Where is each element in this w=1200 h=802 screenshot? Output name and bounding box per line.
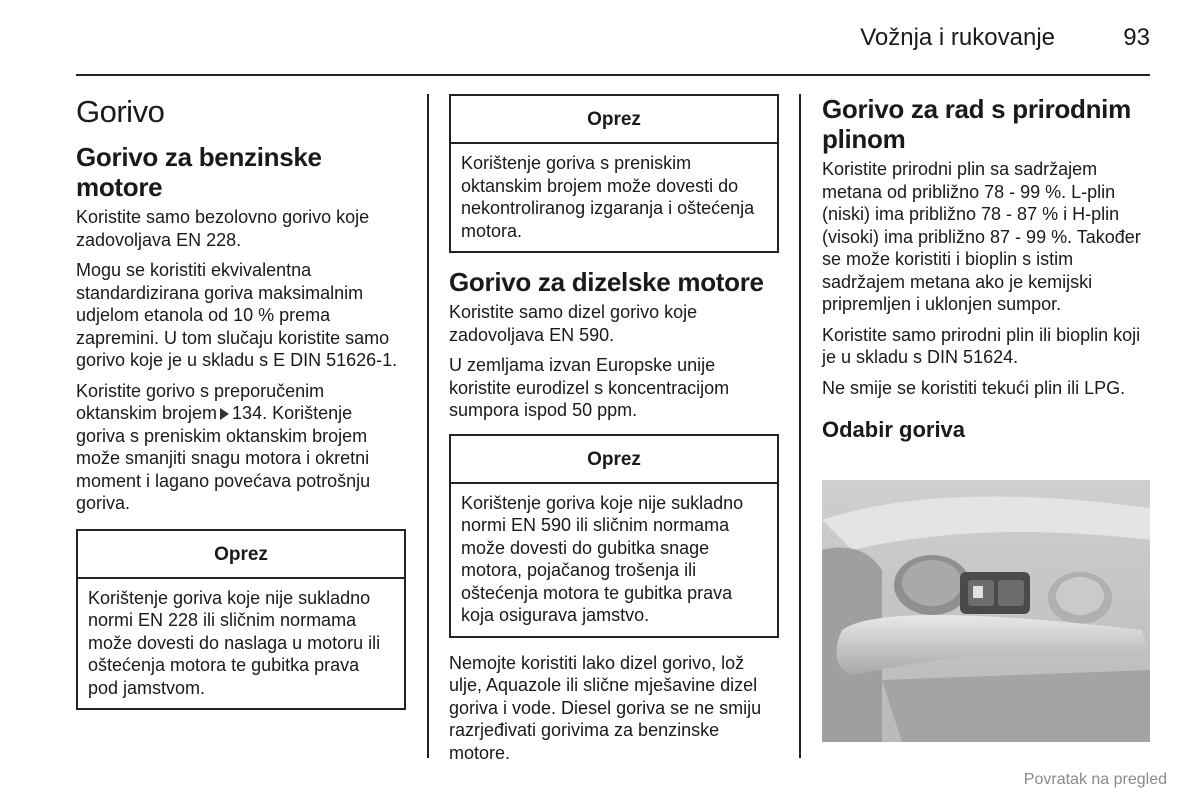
caution-box (76, 529, 406, 711)
paragraph: Koristite samo bezolovno gorivo koje zadovoljava EN 228. (76, 207, 370, 250)
caution-label: Oprez (451, 436, 777, 484)
console-illustration (822, 480, 1150, 742)
paragraph-text: Koristite gorivo s preporučenim oktanskim brojem (76, 380, 325, 423)
paragraph-with-reference (76, 380, 406, 515)
paragraph: Ne smije se koristiti tekući plin ili LPG. (822, 377, 1126, 398)
header-divider (76, 74, 1150, 76)
subsection-title-fuel-selection: Odabir goriva (822, 417, 966, 442)
caution-box (449, 94, 779, 253)
caution-label: Oprez (451, 96, 777, 144)
paragraph-text: 134. Korištenje goriva s preniskim oktanskim brojem može smanjiti snagu motora i okretni moment i lagano povećava potrošnju goriva. (76, 403, 371, 513)
paragraph: Koristite samo prirodni plin ili bioplin koji je u skladu s DIN 51624. (822, 324, 1141, 367)
paragraph: Koristite prirodni plin sa sadržajem metana od približno 78 - 99 %. L-plin (niski) ima približno 78 - 87 % i H-plin (visoki) ima približno 87 - 99 %. Također se može koristiti i bioplin s istim sadržajem metana ako je kemijski pripremljen i uklonjen sumpor. (822, 159, 1141, 314)
section-title-petrol: Gorivo za benzinske motore (76, 142, 322, 202)
paragraph: U zemljama izvan Europske unije koristite eurodizel s koncentracijom sumpora ispod 50 ppm. (449, 355, 730, 420)
section-title-natural-gas: Gorivo za rad s prirodnim plinom (822, 94, 1131, 154)
column-2 (449, 94, 779, 772)
paragraph: Koristite samo dizel gorivo koje zadovoljava EN 590. (449, 302, 698, 345)
page-reference-arrow-icon (220, 408, 229, 420)
page-number: 93 (1123, 24, 1150, 51)
column-3 (822, 94, 1152, 449)
chapter-title: Vožnja i rukovanje (860, 24, 1055, 51)
back-to-overview-link[interactable]: Povratak na pregled (1023, 771, 1167, 788)
main-title: Gorivo (76, 94, 165, 129)
paragraph: Mogu se koristiti ekvivalentna standardizirana goriva maksimalnim udjelom etanola od 10 % prema zapremini. U tom slučaju koristite samo gorivo koje je u skladu s E DIN 51626-1. (76, 260, 398, 370)
caution-label: Oprez (78, 531, 404, 579)
paragraph: Nemojte koristiti lako dizel gorivo, lož ulje, Aquazole ili slične mješavine dizel goriva i vode. Diesel goriva se ne smiju razrjeđivati gorivima za benzinske motore. (449, 652, 762, 763)
caution-text: Korištenje goriva s preniskim oktanskim brojem može dovesti do nekontroliranog izgaranja i oštećenja motora. (461, 153, 755, 241)
section-title-diesel: Gorivo za dizelske motore (449, 267, 764, 297)
caution-box (449, 434, 779, 638)
column-divider-2 (799, 94, 801, 758)
caution-text: Korištenje goriva koje nije sukladno normi EN 590 ili sličnim normama može dovesti do gubitka snage motora, pojačanog trošenja ili oštećenja motora te gubitka prava koja osigurava jamstvo. (461, 492, 744, 625)
column-divider-1 (427, 94, 429, 758)
fuel-selector-photo (822, 480, 1150, 742)
column-1 (76, 86, 406, 724)
caution-text: Korištenje goriva koje nije sukladno normi EN 228 ili sličnim normama može dovesti do naslaga u motoru ili oštećenja motora te gubitka prava pod jamstvom. (88, 587, 381, 698)
